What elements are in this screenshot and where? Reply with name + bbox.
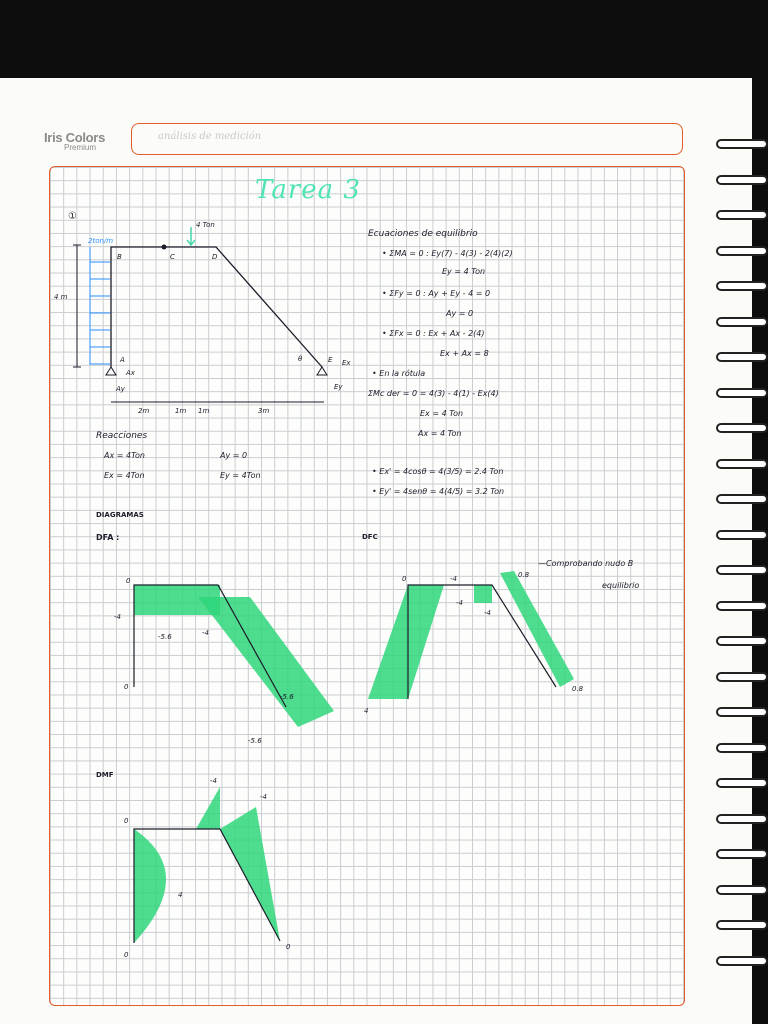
dfc-v5: 4 <box>364 707 369 715</box>
node-check-result: equilibrio <box>602 581 640 590</box>
coil-ring <box>716 174 768 186</box>
dfa-v2: -5.6 <box>158 633 172 641</box>
point-load-label: 4 Ton <box>196 221 215 229</box>
node-e: E <box>328 356 333 364</box>
coil-ring <box>716 635 768 647</box>
dim-4: 3m <box>258 407 270 415</box>
dim-3: 1m <box>198 407 210 415</box>
coil-ring <box>716 280 768 292</box>
coil-ring <box>716 564 768 576</box>
eq-line-4: Ay = 0 <box>446 309 474 318</box>
reaction-ey-value: Ey = 4Ton <box>220 471 261 480</box>
dfc-label: DFC <box>362 533 378 541</box>
header-text: análisis de medición <box>158 131 262 142</box>
coil-ring <box>716 955 768 967</box>
eq-line-5: • ΣFx = 0 : Ex + Ax - 2(4) <box>382 329 485 338</box>
coil-ring <box>716 351 768 363</box>
dfc-v4: 0.8 <box>518 571 530 579</box>
page-title: Tarea 3 <box>255 175 361 205</box>
coil-ring <box>716 813 768 825</box>
problem-number: ① <box>68 211 77 222</box>
coil-ring <box>716 848 768 860</box>
node-d: D <box>212 253 218 261</box>
dfa-label: DFA : <box>96 533 120 542</box>
dmf-v4: 0 <box>124 951 129 959</box>
reaction-ax-value: Ax = 4Ton <box>104 451 145 460</box>
angle-label: θ <box>298 355 303 363</box>
dfc-v0: 0 <box>402 575 407 583</box>
eq-line-6: Ex + Ax = 8 <box>440 349 489 358</box>
frame <box>111 247 322 367</box>
eq-line-2: Ey = 4 Ton <box>442 267 486 276</box>
dmf-v0: 0 <box>124 817 129 825</box>
coil-ring <box>716 138 768 150</box>
eq-line-11: • Ex' = 4cosθ = 4(3/5) = 2.4 Ton <box>372 467 504 476</box>
coil-ring <box>716 600 768 612</box>
notebook-page <box>0 78 752 1024</box>
dim-1: 2m <box>138 407 150 415</box>
dfa-v0: 0 <box>126 577 131 585</box>
eq-line-10: Ax = 4 Ton <box>418 429 462 438</box>
brand-sub: Premium <box>64 143 97 152</box>
dmf-v2: -4 <box>260 793 267 801</box>
brand-logo <box>44 130 105 152</box>
reaction-ay: Ay <box>116 385 125 393</box>
reactions-heading: Reacciones <box>96 431 148 441</box>
dfa-v4: 0 <box>124 683 129 691</box>
supports <box>106 367 327 375</box>
dmf-v1: -4 <box>210 777 217 785</box>
node-check-title: —Comprobando nudo B <box>538 559 634 568</box>
dfc-v6: 0.8 <box>572 685 584 693</box>
dfc-v1: -4 <box>450 575 457 583</box>
coil-ring <box>716 529 768 541</box>
brand-name: Iris Colors <box>44 130 105 145</box>
grid-area <box>49 166 685 1006</box>
dmf-v5: 0 <box>286 943 291 951</box>
node-c: C <box>170 253 175 261</box>
dfa-diagram <box>110 567 310 747</box>
dfa-v1: -4 <box>114 613 121 621</box>
dfa-v3: -4 <box>202 629 209 637</box>
dfa-v5: -5.6 <box>248 737 262 745</box>
reaction-ay-value: Ay = 0 <box>220 451 248 460</box>
distributed-load <box>90 247 110 365</box>
distributed-load-label: 2ton/m <box>88 237 114 245</box>
coil-ring <box>716 919 768 931</box>
coil-ring <box>716 493 768 505</box>
coil-ring <box>716 245 768 257</box>
reaction-ex-value: Ex = 4Ton <box>104 471 145 480</box>
coil-ring <box>716 422 768 434</box>
coil-ring <box>716 706 768 718</box>
point-load <box>187 227 195 245</box>
dfc-diagram <box>360 567 610 747</box>
coil-ring <box>716 742 768 754</box>
eq-line-1: • ΣMA = 0 : Ey(7) - 4(3) - 2(4)(2) <box>382 249 513 258</box>
reaction-ey: Ey <box>334 383 343 391</box>
dmf-label: DMF <box>96 771 114 779</box>
eq-line-8: ΣMc der = 0 = 4(3) - 4(1) - Ex(4) <box>368 389 499 398</box>
eq-line-9: Ex = 4 Ton <box>420 409 464 418</box>
eq-line-3: • ΣFy = 0 : Ay + Ey - 4 = 0 <box>382 289 491 298</box>
reaction-ex: Ex <box>342 359 351 367</box>
dfc-v2: -4 <box>456 599 463 607</box>
coil-ring <box>716 458 768 470</box>
node-a: A <box>120 356 125 364</box>
dmf-diagram <box>110 777 330 977</box>
coil-ring <box>716 671 768 683</box>
dfc-v3: -4 <box>484 609 491 617</box>
coil-ring <box>716 387 768 399</box>
header-box <box>131 123 683 155</box>
coil-ring <box>716 884 768 896</box>
structure-sketch <box>50 207 351 415</box>
height-dim <box>73 245 81 367</box>
node-b: B <box>117 253 122 261</box>
coil-ring <box>716 209 768 221</box>
eq-line-7: • En la rótula <box>372 369 426 378</box>
diagrams-heading: DIAGRAMAS <box>96 511 144 519</box>
dfa-v6: -5.6 <box>280 693 294 701</box>
height-label: 4 m <box>54 293 68 301</box>
dmf-v3: 4 <box>178 891 183 899</box>
reaction-ax: Ax <box>126 369 135 377</box>
equilibrium-heading: Ecuaciones de equilibrio <box>368 229 478 239</box>
dim-2: 1m <box>175 407 187 415</box>
eq-line-12: • Ey' = 4senθ = 4(4/5) = 3.2 Ton <box>372 487 505 496</box>
coil-ring <box>716 777 768 789</box>
coil-ring <box>716 316 768 328</box>
hinge-c <box>162 245 167 250</box>
